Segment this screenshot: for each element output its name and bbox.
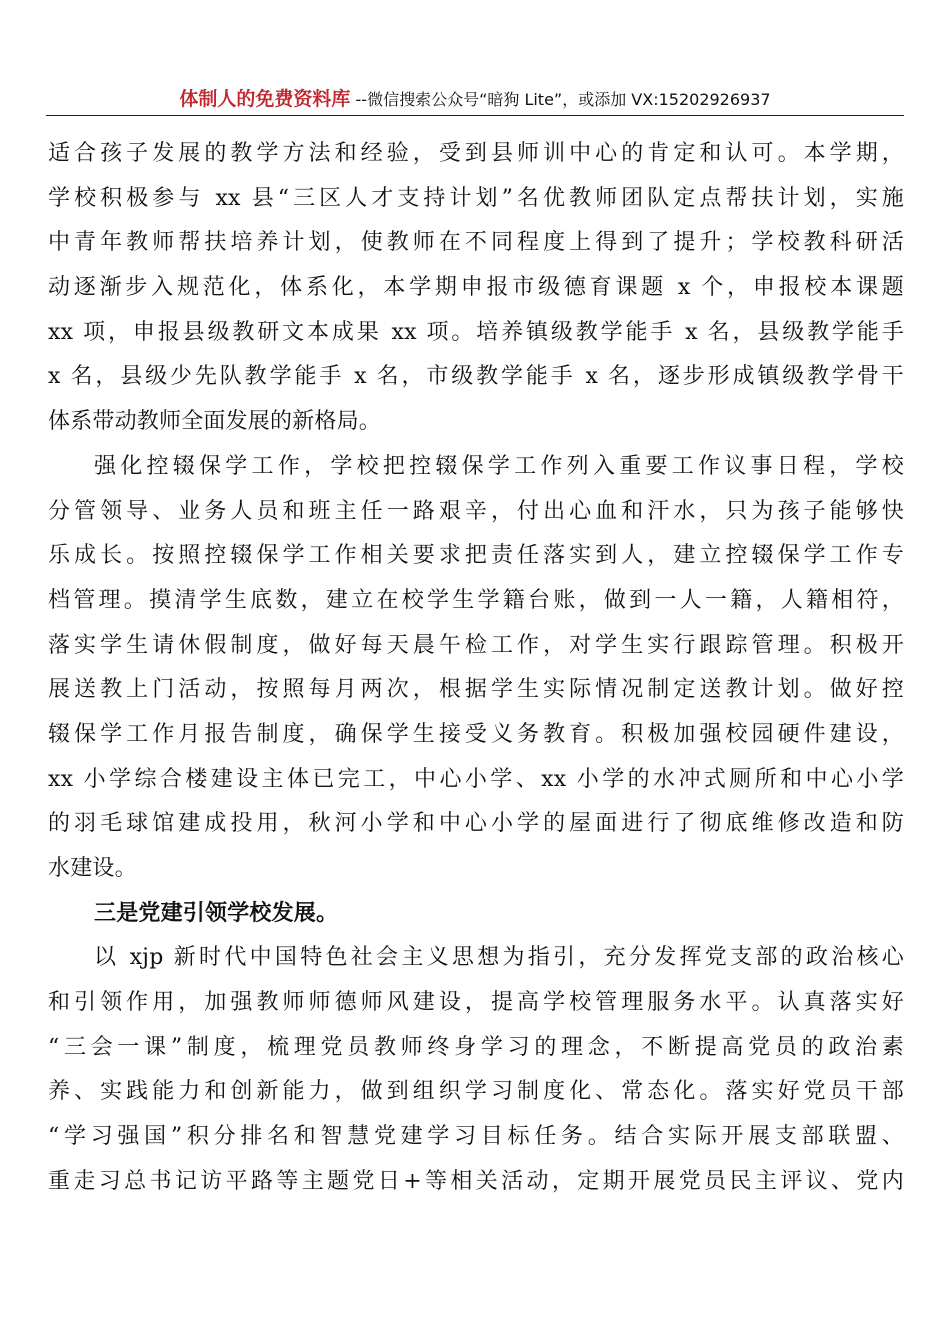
body-line: 乐成长。按照控辍保学工作相关要求把责任落实到人，建立控辍保学工作专: [48, 543, 904, 569]
body-line: 强化控辍保学工作，学校把控辍保学工作列入重要工作议事日程，学校: [94, 453, 904, 479]
header-divider: [46, 115, 904, 116]
body-line: x 名，县级少先队教学能手 x 名，市级教学能手 x 名，逐步形成镇级教学骨干: [48, 364, 904, 390]
body-line: 和引领作用，加强教师师德师风建设，提高学校管理服务水平。认真落实好: [48, 990, 904, 1016]
header-subtitle: --微信搜索公众号“暗狗 Lite”，或添加 VX:15202926937: [350, 90, 771, 109]
body-line: 养、实践能力和创新能力，做到组织学习制度化、常态化。落实好党员干部: [48, 1079, 904, 1105]
body-line: 展送教上门活动，按照每月两次，根据学生实际情况制定送教计划。做好控: [48, 677, 904, 703]
body-line: 体系带动教师全面发展的新格局。: [48, 409, 382, 435]
body-line: 水建设。: [48, 856, 137, 881]
body-line: 的羽毛球馆建成投用，秋河小学和中心小学的屋面进行了彻底维修改造和防: [48, 811, 904, 837]
section-heading: 三是党建引领学校发展。: [94, 900, 339, 926]
body-line: 动逐渐步入规范化，体系化，本学期申报市级德育课题 x 个，申报校本课题: [48, 275, 904, 301]
body-line: 中青年教师帮扶培养计划，使教师在不同程度上得到了提升；学校教科研活: [48, 230, 904, 256]
body-line: xx 小学综合楼建设主体已完工，中心小学、xx 小学的水冲式厕所和中心小学: [48, 766, 904, 792]
body-line: 分管领导、业务人员和班主任一路艰辛，付出心血和汗水，只为孩子能够快: [48, 498, 904, 524]
body-line: 适合孩子发展的教学方法和经验，受到县师训中心的肯定和认可。本学期，: [48, 141, 904, 166]
document-body: [48, 132, 904, 1205]
body-line: “三会一课”制度，梳理党员教师终身学习的理念，不断提高党员的政治素: [48, 1034, 904, 1060]
body-line: 学校积极参与 xx 县“三区人才支持计划”名优教师团队定点帮扶计划，实施: [48, 185, 904, 211]
body-line: 以 xjp 新时代中国特色社会主义思想为指引，充分发挥党支部的政治核心: [94, 945, 904, 971]
body-line: 重走习总书记访平路等主题党日+等相关活动，定期开展党员民主评议、党内: [48, 1168, 904, 1194]
body-line: 档管理。摸清学生底数，建立在校学生学籍台账，做到一人一籍，人籍相符，: [48, 587, 904, 613]
header-brand: 体制人的免费资料库: [179, 88, 351, 110]
body-line: xx 项，申报县级教研文本成果 xx 项。培养镇级教学能手 x 名，县级教学能手: [48, 319, 904, 345]
body-line: 辍保学工作月报告制度，确保学生接受义务教育。积极加强校园硬件建设，: [48, 721, 904, 747]
body-line: “学习强国”积分排名和智慧党建学习目标任务。结合实际开展支部联盟、: [48, 1124, 904, 1150]
body-line: 落实学生请休假制度，做好每天晨午检工作，对学生实行跟踪管理。积极开: [48, 632, 904, 658]
page-header: [46, 84, 904, 114]
